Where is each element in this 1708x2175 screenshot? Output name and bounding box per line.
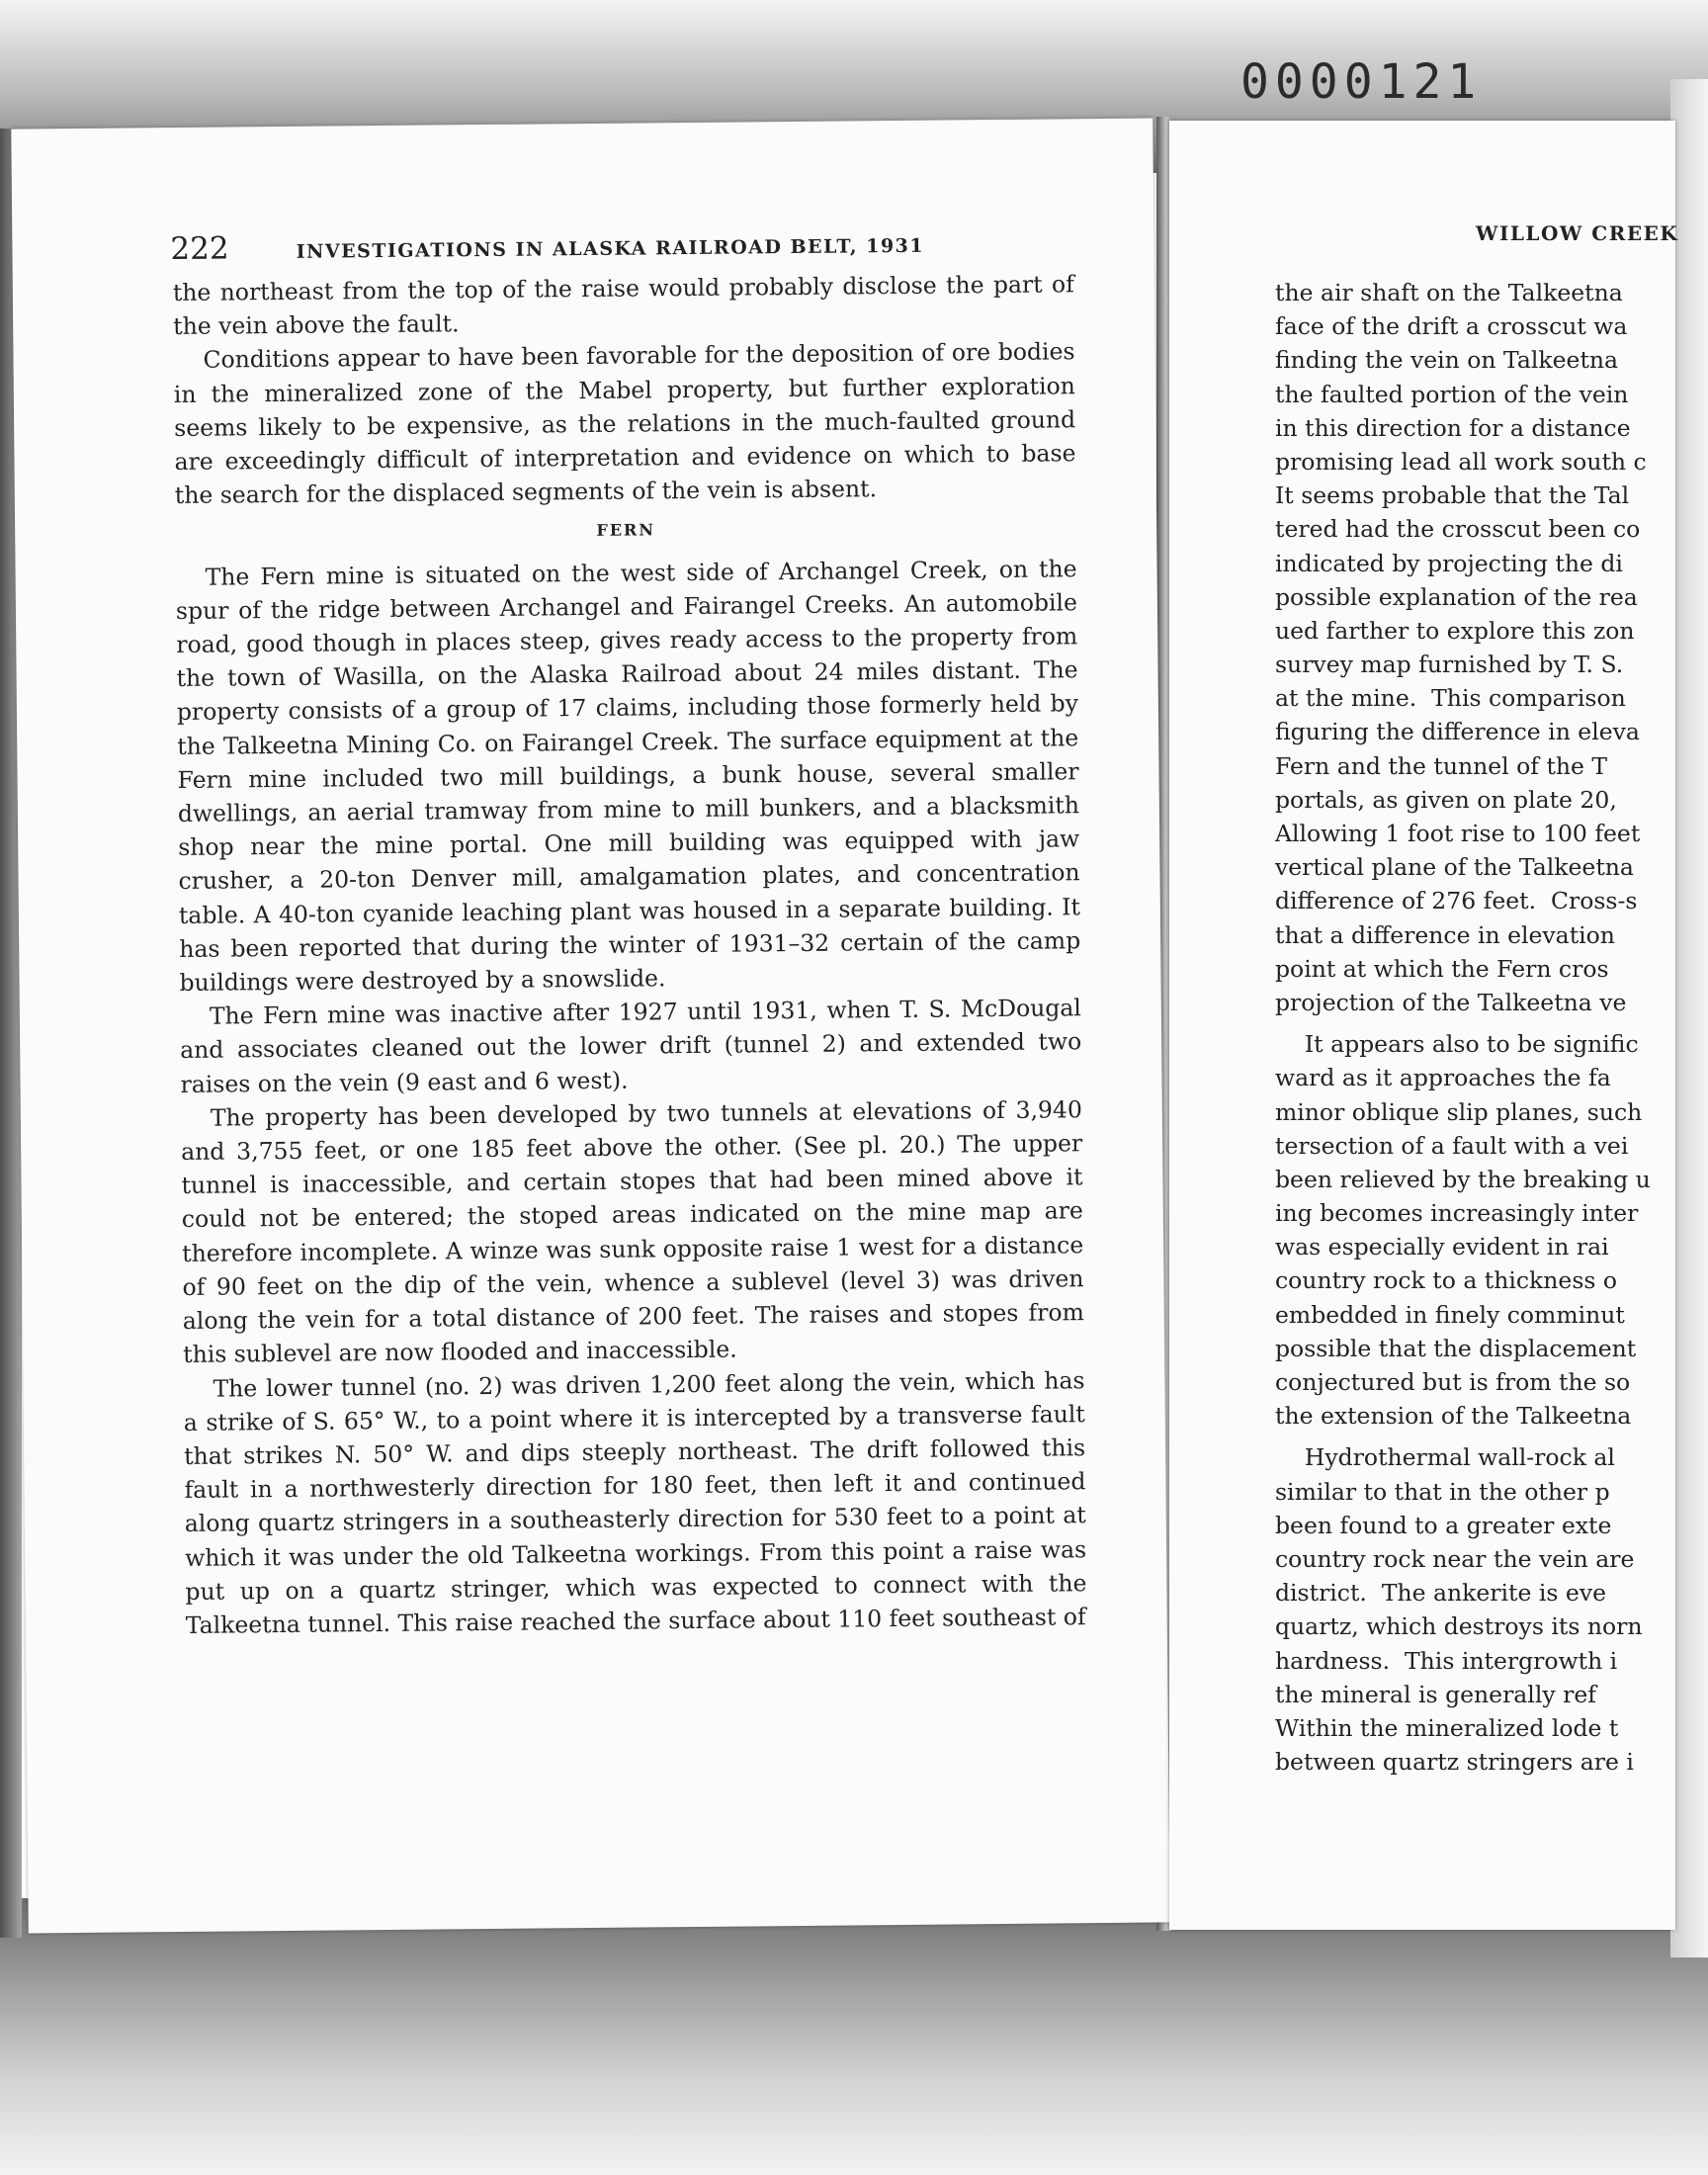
right-page-line — [1275, 1433, 1675, 1440]
right-page-line: Allowing 1 foot rise to 100 feet — [1275, 820, 1641, 847]
paragraph: The lower tunnel (no. 2) was driven 1,200 feet along the vein, which has a strike of S. 65° W., to a point where it is intercepted by a transverse fault that strikes N. 50° W. and dips steeply northeast. The drift followed this fault in a northwesterly direction for 180 feet, then left it and continued along quartz stringers in a southeasterly direction for 530 feet to a point at which it was under the old Talkeetna workings. From this point a raise was put up on a quartz stringer, which was expected to connect with the Talkeetna tunnel. This raise reached the surface about 110 feet southeast of — [183, 1365, 1087, 1639]
right-page-line: point at which the Fern cros — [1275, 954, 1609, 983]
right-page-line: between quartz stringers are i — [1275, 1748, 1634, 1777]
right-page-line: hardness. This intergrowth i — [1275, 1646, 1618, 1675]
section-heading: FERN — [596, 520, 656, 541]
paragraph: The property has been developed by two tunnels at elevations of 3,940 and 3,755 feet, or one 185 feet above the other. (See pl. 20.) The upper tunnel is inaccessible, and certain stopes that had been mined above it could not be entered; the stoped areas indicated on the mine map are therefore incomplete. A winze was sunk opposite raise 1 west for a distance of 90 feet on the dip of the vein, whence a sublevel (level 3) was driven along the vein for a total distance of 200 feet. The raises and stopes from this sublevel are now flooded and inaccessible. — [181, 1095, 1084, 1369]
right-page-line: the mineral is generally ref — [1275, 1680, 1596, 1708]
right-page-line: face of the drift a crosscut wa — [1275, 312, 1628, 341]
right-page-line: conjectured but is from the so — [1275, 1368, 1631, 1396]
right-page-line: tered had the crosscut been co — [1275, 515, 1641, 544]
page-number: 222 — [170, 230, 229, 268]
archive-number: 0000121 — [1240, 54, 1483, 110]
right-page — [1169, 121, 1679, 1930]
right-page-line: the faulted portion of the vein — [1275, 380, 1629, 408]
right-page-line: vertical plane of the Talkeetna — [1275, 853, 1634, 882]
right-page-line: figuring the difference in eleva — [1275, 718, 1640, 746]
left-page — [11, 118, 1169, 1933]
right-page-line: finding the vein on Talkeetna — [1275, 346, 1619, 375]
right-running-head: WILLOW CREEK — [1476, 221, 1679, 245]
right-page-line: similar to that in the other p — [1275, 1477, 1610, 1506]
right-page-line: Within the mineralized lode t — [1275, 1713, 1619, 1742]
right-page-line: in this direction for a distance — [1275, 413, 1631, 442]
right-page-line: possible explanation of the rea — [1275, 582, 1638, 611]
right-page-line: portals, as given on plate 20, — [1275, 785, 1617, 814]
left-page-body — [173, 267, 1087, 1642]
right-page-line: possible that the displacement — [1275, 1334, 1637, 1362]
right-page-line: been relieved by the breaking u — [1275, 1165, 1651, 1193]
right-page-line: promising lead all work south c — [1275, 447, 1647, 476]
right-page-line: It appears also to be signific — [1275, 1030, 1639, 1059]
right-page-line: that a difference in elevation — [1275, 920, 1615, 949]
paragraph: The Fern mine was inactive after 1927 until 1931, when T. S. McDougal and associates cleaned out the lower drift (tunnel 2) and extended two raises on the vein (9 east and 6 west). — [180, 994, 1082, 1098]
right-page-line — [1275, 1019, 1675, 1027]
paragraph: Conditions appear to have been favorable for the deposition of ore bodies in the mineralized zone of the Mabel property, but further exploration seems likely to be expensive, as the relations in the much-faulted ground are exceedingly difficult of interpretation and evidence on which to base the search for the displaced segments of the vein is absent. — [173, 337, 1076, 510]
right-page-line: the extension of the Talkeetna — [1275, 1402, 1632, 1431]
right-page-line: projection of the Talkeetna ve — [1275, 988, 1627, 1016]
right-page-line: ing becomes increasingly inter — [1275, 1199, 1639, 1228]
paragraph: The Fern mine is situated on the west side of Archangel Creek, on the spur of the ridge between Archangel and Fairangel Creeks. An automobile road, good though in places steep, gives ready access to the property from the town of Wasilla, on the Alaska Railroad about 24 miles distant. The property consists of a group of 17 claims, including those formerly held by the Talkeetna Mining Co. on Fairangel Creek. The surface equipment at the Fern mine included two mill buildings, a bunk house, several smaller dwellings, an aerial tramway from mine to mill bunkers, and a blacksmith shop near the mine portal. One mill building was equipped with jaw crusher, a 20-ton Denver mill, amalgamation plates, and concentration table. A 40-ton cyanide leaching plant was housed in a separate building. It has been reported that during the winter of 1931–32 certain of the camp buildings were destroyed by a snowslide. — [175, 554, 1081, 998]
right-page-line: quartz, which destroys its norn — [1275, 1612, 1643, 1641]
right-page-line: district. The ankerite is eve — [1275, 1579, 1607, 1608]
right-page-body — [1275, 276, 1675, 1779]
scan-background-right — [1670, 79, 1708, 1958]
right-page-line: minor oblique slip planes, such — [1275, 1097, 1643, 1126]
right-page-line: tersection of a fault with a vei — [1275, 1131, 1629, 1160]
running-head-title: INVESTIGATIONS IN ALASKA RAILROAD BELT, 1931 — [296, 234, 925, 263]
right-page-line: It seems probable that the Tal — [1275, 481, 1630, 510]
right-page-line: country rock to a thickness o — [1275, 1266, 1618, 1295]
right-page-line: Hydrothermal wall-rock al — [1275, 1443, 1615, 1472]
paragraph: the northeast from the top of the raise would probably disclose the part of the vein above the fault. — [172, 270, 1074, 341]
scan-background-bottom — [0, 1898, 1708, 2175]
right-page-line: been found to a greater exte — [1275, 1511, 1612, 1539]
left-running-head — [170, 223, 951, 267]
right-page-line: ward as it approaches the fa — [1275, 1064, 1611, 1092]
right-page-line: survey map furnished by T. S. — [1275, 651, 1624, 679]
right-page-line: embedded in finely comminut — [1275, 1300, 1625, 1329]
right-page-line: at the mine. This comparison — [1275, 684, 1626, 713]
right-page-line: difference of 276 feet. Cross-s — [1275, 887, 1638, 915]
right-page-line: indicated by projecting the di — [1275, 549, 1623, 577]
right-page-line: country rock near the vein are — [1275, 1544, 1635, 1573]
right-page-line: ued farther to explore this zon — [1275, 616, 1635, 645]
right-page-line: Fern and the tunnel of the T — [1275, 751, 1608, 780]
right-page-line: the air shaft on the Talkeetna — [1275, 279, 1623, 306]
right-page-line: was especially evident in rai — [1275, 1233, 1609, 1262]
